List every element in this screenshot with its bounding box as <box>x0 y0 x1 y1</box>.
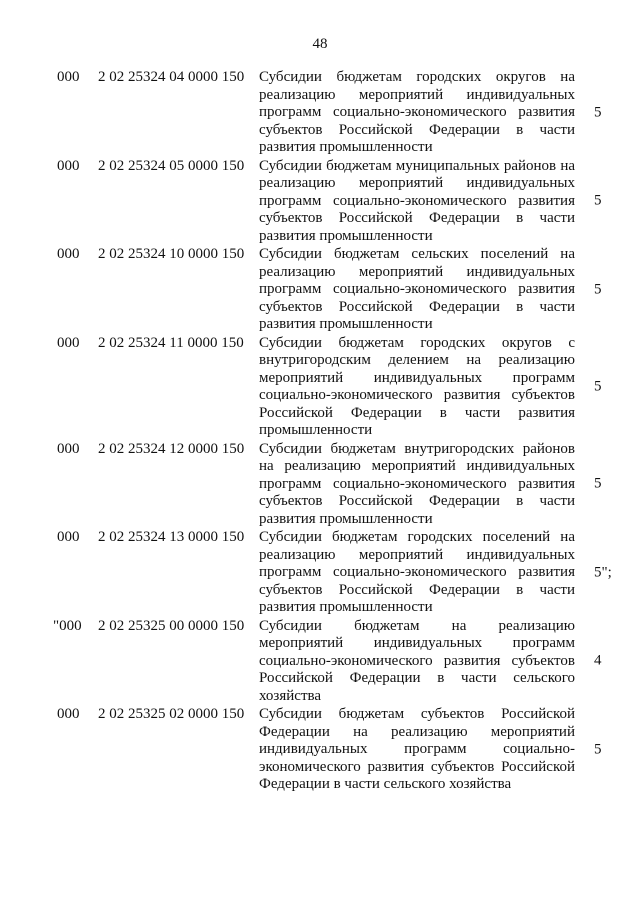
classification-code: 2 02 25324 11 0000 150 <box>98 334 244 351</box>
income-description: Субсидии бюджетам городских поселений на реализацию мероприятий индивидуальных программ социально-экономического развития субъектов Российской Федерации в части развития промышленности <box>259 529 575 615</box>
admin-code: 000 <box>57 246 80 262</box>
row-value: 5 <box>594 475 602 492</box>
budget-code-table <box>0 69 640 795</box>
table-row <box>0 441 640 529</box>
classification-code: 2 02 25324 13 0000 150 <box>98 529 245 545</box>
income-description: Субсидии бюджетам городских округов с внутригородским делением на реализацию мероприятий индивидуальных программ социально-экономического развития субъектов Российской Федерации в части развития промышленности <box>259 334 575 438</box>
admin-code: 000 <box>57 706 80 722</box>
classification-code: 2 02 25325 02 0000 150 <box>98 706 245 722</box>
table-row <box>0 529 640 617</box>
income-description: Субсидии бюджетам муниципальных районов на реализацию мероприятий индивидуальных программ социально-экономического развития субъектов Российской Федерации в части развития промышленности <box>259 157 575 244</box>
income-description: Субсидии бюджетам внутригородских районов на реализацию мероприятий индивидуальных программ социально-экономического развития субъектов Российской Федерации в части развития промышленности <box>259 440 575 527</box>
admin-code: 000 <box>57 334 80 351</box>
table-row <box>0 246 640 334</box>
row-value: 5 <box>594 281 602 297</box>
row-value: 4 <box>594 652 602 669</box>
admin-code: 000 <box>57 529 80 545</box>
admin-code: 000 <box>57 440 80 457</box>
classification-code: 2 02 25324 10 0000 150 <box>98 246 245 262</box>
admin-code: 000 <box>57 157 80 174</box>
classification-code: 2 02 25324 12 0000 150 <box>98 440 245 457</box>
table-row <box>0 618 640 706</box>
admin-code: "000 <box>53 617 82 634</box>
row-value: 5 <box>594 104 602 120</box>
income-description: Субсидии бюджетам городских округов на реализацию мероприятий индивидуальных программ социально-экономического развития субъектов Российской Федерации в части развития промышленности <box>259 69 575 155</box>
table-row <box>0 706 640 794</box>
classification-code: 2 02 25324 04 0000 150 <box>98 69 245 85</box>
admin-code: 000 <box>57 69 80 85</box>
classification-code: 2 02 25325 00 0000 150 <box>98 617 245 634</box>
income-description: Субсидии бюджетам субъектов Российской Федерации на реализацию мероприятий индивидуальных программ социально-экономического развития субъектов Российской Федерации в части сельского хозяйства <box>259 706 575 792</box>
table-row <box>0 158 640 246</box>
row-value: 5 <box>594 378 602 395</box>
row-value: 5 <box>594 192 602 209</box>
income-description: Субсидии бюджетам на реализацию мероприятий индивидуальных программ социально-экономического развития субъектов Российской Федерации в части сельского хозяйства <box>259 617 575 704</box>
row-value: 5"; <box>594 564 612 580</box>
row-value: 5 <box>594 741 602 757</box>
table-row <box>0 69 640 157</box>
page-number: 48 <box>312 36 328 52</box>
table-row <box>0 335 640 440</box>
classification-code: 2 02 25324 05 0000 150 <box>98 157 245 174</box>
income-description: Субсидии бюджетам сельских поселений на реализацию мероприятий индивидуальных программ социально-экономического развития субъектов Российской Федерации в части развития промышленности <box>259 246 575 332</box>
